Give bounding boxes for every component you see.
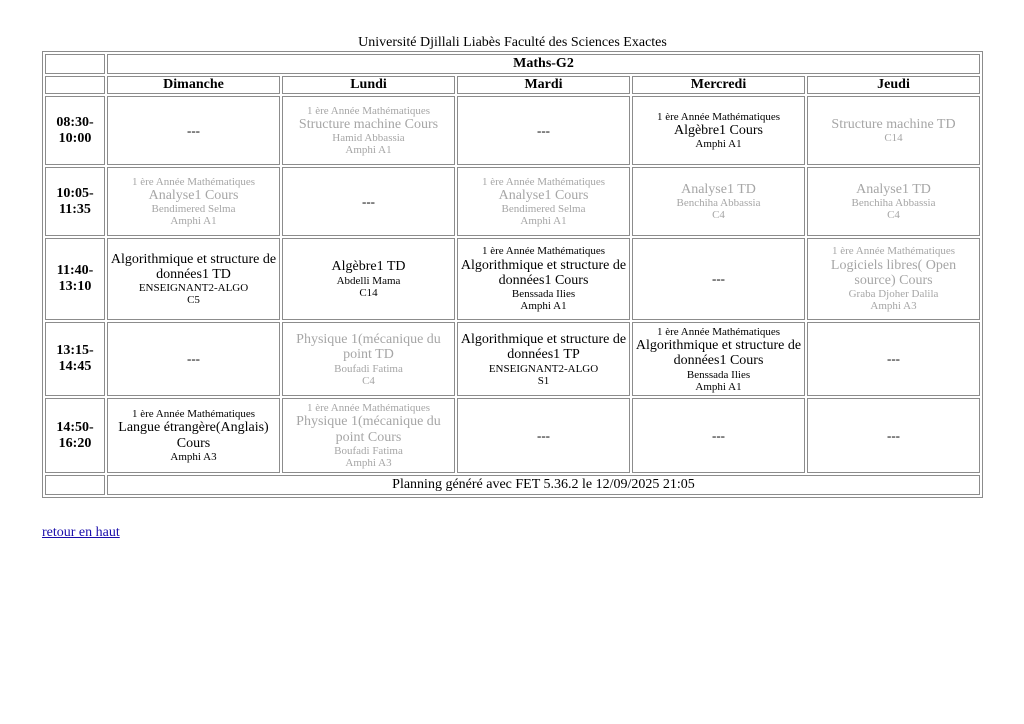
day-header: Dimanche xyxy=(107,76,280,94)
course-cell xyxy=(282,238,455,320)
course-cell xyxy=(107,238,280,320)
course-subject: Structure machine Cours xyxy=(298,116,439,132)
course-year: 1 ère Année Mathématiques xyxy=(656,110,781,123)
course-subject: Algèbre1 TD xyxy=(331,259,406,275)
group-title: Maths-G2 xyxy=(107,54,980,74)
time-slot-label: 08:30- 10:00 xyxy=(45,96,105,165)
course-cell xyxy=(807,96,980,165)
empty-slot-cell: --- xyxy=(632,398,805,473)
time-slot-row xyxy=(45,238,980,320)
back-to-top-link[interactable]: retour en haut xyxy=(42,525,120,540)
course-teacher: Benssada Ilies xyxy=(686,368,751,381)
course-year: 1 ère Année Mathématiques xyxy=(481,175,606,188)
course-teacher: Bendimered Selma xyxy=(501,203,586,216)
day-header: Mardi xyxy=(457,76,630,94)
course-teacher: ENSEIGNANT2-ALGO xyxy=(138,282,249,295)
course-teacher: Abdelli Mama xyxy=(336,274,401,287)
course-room: Amphi A1 xyxy=(520,300,567,313)
course-cell xyxy=(632,96,805,165)
course-subject: Physique 1(mécanique du point TD xyxy=(296,331,441,363)
course-cell xyxy=(457,322,630,396)
course-teacher: Hamid Abbassia xyxy=(332,132,405,145)
day-header: Lundi xyxy=(282,76,455,94)
course-room: Amphi A3 xyxy=(870,300,917,313)
course-year: 1 ère Année Mathématiques xyxy=(656,325,781,338)
course-teacher: Boufadi Fatima xyxy=(334,362,403,375)
course-year: 1 ère Année Mathématiques xyxy=(306,104,431,117)
course-cell xyxy=(807,167,980,236)
timetable-body xyxy=(45,96,980,473)
course-cell xyxy=(807,238,980,320)
empty-slot-cell: --- xyxy=(632,238,805,320)
course-subject: Algèbre1 Cours xyxy=(673,122,764,138)
course-cell xyxy=(457,167,630,236)
days-header-row xyxy=(45,76,980,94)
course-teacher: ENSEIGNANT2-ALGO xyxy=(488,362,599,375)
course-room: C4 xyxy=(712,209,725,222)
time-slot-row xyxy=(45,322,980,396)
course-room: Amphi A1 xyxy=(170,215,217,228)
course-year: 1 ère Année Mathématiques xyxy=(306,402,431,415)
course-subject: Physique 1(mécanique du point Cours xyxy=(296,414,441,445)
course-room: C4 xyxy=(887,209,900,222)
course-room: Amphi A1 xyxy=(520,215,567,228)
course-room: Amphi A1 xyxy=(695,380,742,393)
empty-slot-cell: --- xyxy=(282,167,455,236)
empty-slot-cell: --- xyxy=(107,322,280,396)
course-teacher: Benchiha Abbassia xyxy=(851,197,936,210)
empty-slot-cell: --- xyxy=(107,96,280,165)
course-subject: Algorithmique et structure de données1 Cours xyxy=(460,257,627,288)
corner-cell xyxy=(45,76,105,94)
course-cell xyxy=(107,398,280,473)
course-room: C5 xyxy=(187,294,200,307)
time-slot-row xyxy=(45,167,980,236)
empty-slot-cell: --- xyxy=(807,398,980,473)
course-cell xyxy=(282,96,455,165)
course-subject: Structure machine TD xyxy=(831,116,956,132)
generated-note: Planning généré avec FET 5.36.2 le 12/09/2025 21:05 xyxy=(107,475,980,495)
day-header: Mercredi xyxy=(632,76,805,94)
course-cell xyxy=(107,167,280,236)
corner-cell xyxy=(45,475,105,495)
empty-slot-cell: --- xyxy=(807,322,980,396)
time-slot-label: 11:40- 13:10 xyxy=(45,238,105,320)
timetable xyxy=(42,51,983,498)
course-year: 1 ère Année Mathématiques xyxy=(831,245,956,258)
course-subject: Analyse1 TD xyxy=(681,181,756,197)
course-cell xyxy=(632,322,805,396)
day-header: Jeudi xyxy=(807,76,980,94)
time-slot-label: 10:05- 11:35 xyxy=(45,167,105,236)
course-subject: Algorithmique et structure de données1 TP xyxy=(460,331,627,363)
table-caption: Université Djillali Liabès Faculté des Sciences Exactes xyxy=(358,35,667,50)
course-year: 1 ère Année Mathématiques xyxy=(481,245,606,258)
course-teacher: Benssada Ilies xyxy=(511,288,576,301)
course-room: C4 xyxy=(362,374,375,387)
course-subject: Algorithmique et structure de données1 Cours xyxy=(635,337,802,369)
course-room: Amphi A3 xyxy=(345,457,392,470)
course-cell xyxy=(282,398,455,473)
footer-row xyxy=(45,475,980,495)
course-room: Amphi A1 xyxy=(695,138,742,151)
time-slot-label: 14:50- 16:20 xyxy=(45,398,105,473)
course-cell xyxy=(282,322,455,396)
course-subject: Analyse1 Cours xyxy=(498,187,589,203)
course-room: Amphi A3 xyxy=(170,451,217,464)
course-cell xyxy=(457,238,630,320)
time-slot-label: 13:15- 14:45 xyxy=(45,322,105,396)
corner-cell xyxy=(45,54,105,74)
course-year: 1 ère Année Mathématiques xyxy=(131,408,256,421)
course-teacher: Graba Djoher Dalila xyxy=(848,288,939,301)
course-subject: Langue étrangère(Anglais) Cours xyxy=(118,420,269,451)
course-subject: Analyse1 Cours xyxy=(148,187,239,203)
time-slot-row xyxy=(45,398,980,473)
course-cell xyxy=(632,167,805,236)
course-teacher: Bendimered Selma xyxy=(151,203,236,216)
course-room: S1 xyxy=(537,374,550,387)
course-subject: Logiciels libres( Open source) Cours xyxy=(830,257,957,288)
course-room: C14 xyxy=(884,132,903,145)
time-slot-row xyxy=(45,96,980,165)
course-subject: Algorithmique et structure de données1 TD xyxy=(110,251,277,282)
course-year: 1 ère Année Mathématiques xyxy=(131,175,256,188)
course-room: Amphi A1 xyxy=(345,144,392,157)
empty-slot-cell: --- xyxy=(457,398,630,473)
course-teacher: Benchiha Abbassia xyxy=(676,197,761,210)
course-room: C14 xyxy=(359,286,378,299)
empty-slot-cell: --- xyxy=(457,96,630,165)
course-subject: Analyse1 TD xyxy=(856,181,931,197)
course-teacher: Boufadi Fatima xyxy=(334,445,403,458)
group-header-row xyxy=(45,54,980,74)
